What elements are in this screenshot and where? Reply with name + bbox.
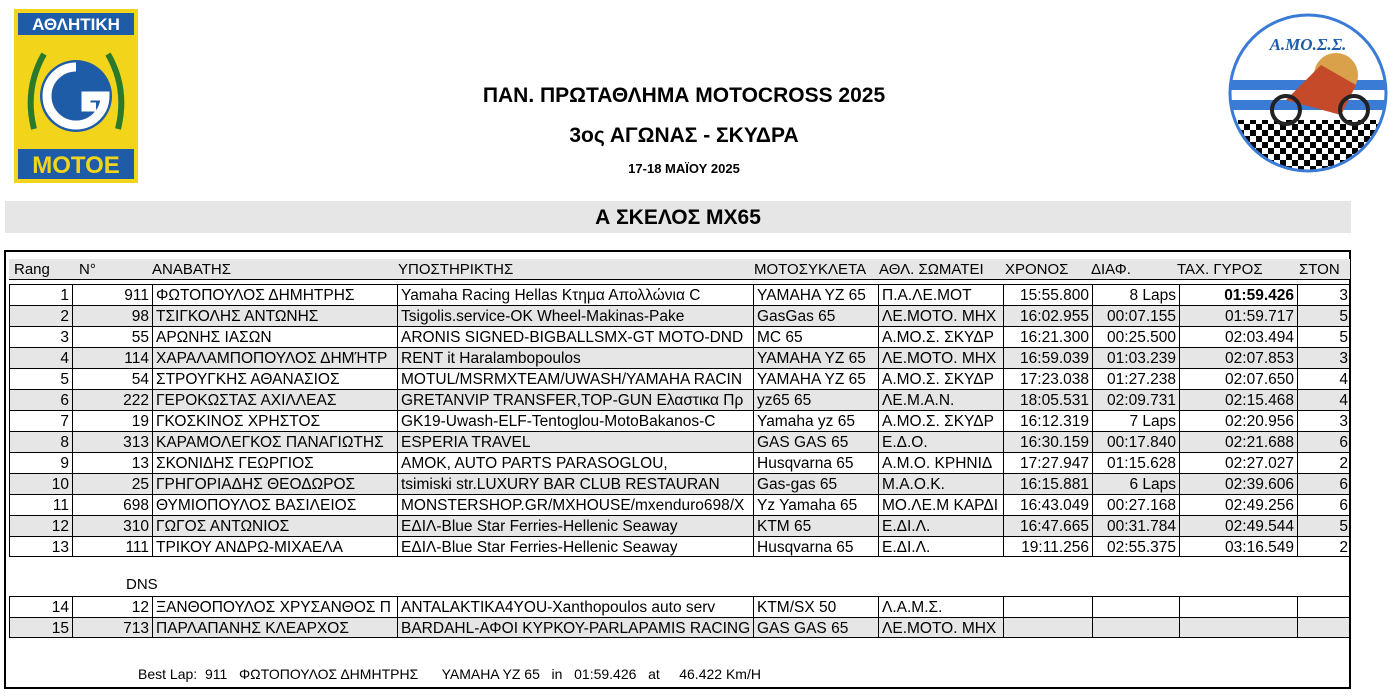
cell-laps: 6: [1297, 432, 1351, 452]
table-row: [9, 347, 1350, 368]
cell-best-lap: 03:16.549: [1179, 537, 1297, 557]
cell-time: 16:30.159: [1003, 432, 1092, 452]
cell-rider: ΤΣΙΓΚΟΛΗΣ ΑΝΤΩΝΗΣ: [152, 306, 397, 326]
cell-number: 698: [72, 495, 152, 515]
cell-club: Ε.ΔΙ.Λ.: [878, 516, 1003, 536]
cell-bike: Yz Yamaha 65: [753, 495, 878, 515]
results-table: [4, 250, 1351, 689]
cell-rider: ΦΩΤΟΠΟΥΛΟΣ ΔΗΜΗΤΡΗΣ: [152, 285, 397, 305]
cell-sponsor: BARDAHL-ΑΦΟΙ ΚΥΡΚΟΥ-PARLAPAMIS RACING: [397, 618, 753, 638]
cell-club: Π.Α.ΛΕ.ΜΟΤ: [878, 285, 1003, 305]
logo-top-text: ΑΘΛΗΤΙΚΗ: [32, 15, 120, 34]
cell-sponsor: MONSTERSHOP.GR/MXHOUSE/mxenduro698/X: [397, 495, 753, 515]
cell-club: ΛΕ.ΜΟΤΟ. ΜΗΧ: [878, 306, 1003, 326]
cell-bike: KTM 65: [753, 516, 878, 536]
cell-bike: KTM/SX 50: [753, 597, 878, 617]
cell-best-lap: 02:39.606: [1179, 474, 1297, 494]
cell-diff: 01:15.628: [1092, 453, 1179, 473]
cell-best-lap: [1179, 618, 1297, 638]
table-row: [9, 473, 1350, 494]
cell-time: 19:11.256: [1003, 537, 1092, 557]
col-diff: ΔΙΑΦ.: [1091, 261, 1131, 278]
cell-club: ΛΕ.ΜΟΤΟ. ΜΗΧ: [878, 348, 1003, 368]
cell-rank: 7: [60, 413, 69, 430]
event-subtitle: 3ος ΑΓΩΝΑΣ - ΣΚΥΔΡΑ: [569, 124, 799, 147]
cell-laps: 6: [1297, 474, 1351, 494]
cell-bike: GasGas 65: [753, 306, 878, 326]
best-lap-at: at: [648, 666, 660, 682]
cell-rider: ΑΡΩΝΗΣ ΙΑΣΩΝ: [152, 327, 397, 347]
cell-number: 911: [72, 285, 152, 305]
cell-club: Ε.Δ.Ο.: [878, 432, 1003, 452]
cell-time: 17:23.038: [1003, 369, 1092, 389]
table-row: [9, 305, 1350, 326]
cell-club: ΛΕ.ΜΟΤΟ. ΜΗΧ: [878, 618, 1003, 638]
cell-diff: 8 Laps: [1092, 285, 1179, 305]
event-date: 17-18 ΜΑΪΟΥ 2025: [628, 161, 740, 176]
cell-laps: [1297, 597, 1351, 617]
table-header: [9, 259, 1350, 280]
best-lap-label: Best Lap:: [138, 666, 198, 682]
results-rows: [9, 284, 1350, 557]
cell-time: [1003, 597, 1092, 617]
cell-laps: 5: [1297, 306, 1351, 326]
cell-rank: 14: [51, 599, 69, 616]
cell-sponsor: GRETANVIP TRANSFER,TOP-GUN Ελαστικα Πρ: [397, 390, 753, 410]
cell-diff: 02:09.731: [1092, 390, 1179, 410]
logo-bottom-text: ΜΟΤΟΕ: [32, 152, 120, 179]
cell-number: 114: [72, 348, 152, 368]
cell-time: 16:02.955: [1003, 306, 1092, 326]
table-row: [9, 452, 1350, 473]
cell-time: 16:15.881: [1003, 474, 1092, 494]
col-rank: Rang: [14, 261, 50, 278]
cell-laps: 2: [1297, 453, 1351, 473]
table-row: [9, 389, 1350, 410]
cell-rank: 13: [51, 539, 69, 556]
cell-rank: 6: [60, 392, 69, 409]
col-best-lap: ΤΑΧ. ΓΥΡΟΣ: [1177, 261, 1263, 278]
cell-rider: ΓΚΟΣΚΙΝΟΣ ΧΡΗΣΤΟΣ: [152, 411, 397, 431]
cell-best-lap: 02:27.027: [1179, 453, 1297, 473]
cell-best-lap: 02:20.956: [1179, 411, 1297, 431]
cell-club: Α.ΜΟ.Σ. ΣΚΥΔΡ: [878, 411, 1003, 431]
best-lap-number: 911: [204, 666, 228, 682]
cell-diff: 01:03.239: [1092, 348, 1179, 368]
cell-number: 13: [72, 453, 152, 473]
cell-number: 713: [72, 618, 152, 638]
cell-rank: 10: [51, 476, 69, 493]
cell-club: ΜΟ.ΛΕ.Μ ΚΑΡΔΙ: [878, 495, 1003, 515]
table-row: [9, 617, 1350, 638]
cell-rider: ΣΤΡΟΥΓΚΗΣ ΑΘΑΝΑΣΙΟΣ: [152, 369, 397, 389]
cell-best-lap: 02:03.494: [1179, 327, 1297, 347]
col-time: ΧΡΟΝΟΣ: [1005, 261, 1069, 278]
cell-number: 222: [72, 390, 152, 410]
cell-laps: 5: [1297, 516, 1351, 536]
cell-laps: 4: [1297, 390, 1351, 410]
section-title: Α ΣΚΕΛΟΣ MX65: [5, 201, 1351, 233]
cell-rider: ΣΚΟΝΙΔΗΣ ΓΕΩΡΓΙΟΣ: [152, 453, 397, 473]
dns-rows: [9, 596, 1350, 638]
cell-time: 16:59.039: [1003, 348, 1092, 368]
col-laps: ΣΤΟΝ: [1299, 261, 1340, 278]
table-row: [9, 431, 1350, 452]
dns-label: DNS: [126, 576, 158, 593]
cell-best-lap: 02:15.468: [1179, 390, 1297, 410]
cell-rider: ΠΑΡΛΑΠΑΝΗΣ ΚΛΕΑΡΧΟΣ: [152, 618, 397, 638]
cell-sponsor: Tsigolis.service-OK Wheel-Makinas-Pake: [397, 306, 753, 326]
cell-laps: 6: [1297, 495, 1351, 515]
cell-club: Λ.Α.Μ.Σ.: [878, 597, 1003, 617]
cell-time: 16:43.049: [1003, 495, 1092, 515]
table-row: [9, 536, 1350, 557]
cell-laps: 4: [1297, 369, 1351, 389]
best-lap-bike: YAMAHA YZ 65: [441, 666, 540, 682]
cell-bike: Husqvarna 65: [753, 453, 878, 473]
best-lap-time: 01:59.426: [574, 666, 637, 682]
cell-number: 54: [72, 369, 152, 389]
cell-best-lap: 02:49.256: [1179, 495, 1297, 515]
cell-sponsor: ΕΔΙΛ-Blue Star Ferries-Hellenic Seaway: [397, 516, 753, 536]
cell-club: Α.Μ.Ο. ΚΡΗΝΙΔ: [878, 453, 1003, 473]
cell-rider: ΘΥΜΙΟΠΟΥΛΟΣ ΒΑΣΙΛΕΙΟΣ: [152, 495, 397, 515]
cell-sponsor: ESPERIA TRAVEL: [397, 432, 753, 452]
cell-time: 16:47.665: [1003, 516, 1092, 536]
col-bike: ΜΟΤΟΣΥΚΛΕΤΑ: [754, 261, 867, 278]
cell-diff: [1092, 618, 1179, 638]
cell-number: 19: [72, 411, 152, 431]
cell-rider: ΞΑΝΘΟΠΟΥΛΟΣ ΧΡΥΣΑΝΘΟΣ Π: [152, 597, 397, 617]
cell-diff: 00:25.500: [1092, 327, 1179, 347]
cell-rank: 2: [60, 308, 69, 325]
cell-rank: 11: [52, 497, 69, 514]
cell-diff: 01:27.238: [1092, 369, 1179, 389]
best-lap-in: in: [551, 666, 563, 682]
cell-sponsor: tsimiski str.LUXURY BAR CLUB RESTAURAN: [397, 474, 753, 494]
cell-number: 98: [72, 306, 152, 326]
cell-club: ΛΕ.Μ.Α.Ν.: [878, 390, 1003, 410]
table-row: [9, 410, 1350, 431]
cell-rider: ΓΕΡΟΚΩΣΤΑΣ ΑΧΙΛΛΕΑΣ: [152, 390, 397, 410]
table-row: [9, 368, 1350, 389]
cell-laps: 3: [1297, 411, 1351, 431]
col-rider: ΑΝΑΒΑΤΗΣ: [152, 261, 232, 278]
cell-bike: GAS GAS 65: [753, 432, 878, 452]
club-logo-text: Α.ΜΟ.Σ.Σ.: [1269, 35, 1347, 54]
cell-time: 16:21.300: [1003, 327, 1092, 347]
cell-rank: 5: [60, 371, 69, 388]
cell-rank: 12: [51, 518, 69, 535]
cell-rider: ΓΡΗΓΟΡΙΑΔΗΣ ΘΕΟΔΩΡΟΣ: [152, 474, 397, 494]
cell-sponsor: MOTUL/MSRMXTEAM/UWASH/YAMAHA RACIN: [397, 369, 753, 389]
cell-number: 25: [72, 474, 152, 494]
cell-rank: 4: [60, 350, 69, 367]
cell-bike: Husqvarna 65: [753, 537, 878, 557]
cell-number: 55: [72, 327, 152, 347]
cell-diff: 00:27.168: [1092, 495, 1179, 515]
cell-bike: YAMAHA YZ 65: [753, 369, 878, 389]
best-lap-rider: ΦΩΤΟΠΟΥΛΟΣ ΔΗΜΗΤΡΗΣ: [238, 666, 419, 682]
table-row: [9, 284, 1350, 305]
cell-rank: 9: [60, 455, 69, 472]
cell-diff: 7 Laps: [1092, 411, 1179, 431]
cell-best-lap: 01:59.717: [1179, 306, 1297, 326]
cell-diff: 00:31.784: [1092, 516, 1179, 536]
cell-rank: 1: [60, 287, 69, 304]
cell-diff: 00:17.840: [1092, 432, 1179, 452]
cell-club: Α.ΜΟ.Σ. ΣΚΥΔΡ: [878, 369, 1003, 389]
cell-sponsor: ΕΔΙΛ-Blue Star Ferries-Hellenic Seaway: [397, 537, 753, 557]
cell-number: 313: [72, 432, 152, 452]
cell-laps: [1297, 618, 1351, 638]
col-club: ΑΘΛ. ΣΩΜΑΤΕΙ: [879, 261, 984, 278]
cell-time: 18:05.531: [1003, 390, 1092, 410]
cell-rider: ΧΑΡΑΛΑΜΠΟΠΟΥΛΟΣ ΔΗΜΉΤΡ: [152, 348, 397, 368]
cell-laps: 5: [1297, 327, 1351, 347]
table-row: [9, 515, 1350, 536]
cell-bike: Gas-gas 65: [753, 474, 878, 494]
cell-best-lap: 02:07.853: [1179, 348, 1297, 368]
cell-time: [1003, 618, 1092, 638]
cell-rank: 15: [51, 620, 69, 637]
cell-number: 111: [72, 537, 152, 557]
cell-time: 17:27.947: [1003, 453, 1092, 473]
cell-diff: 6 Laps: [1092, 474, 1179, 494]
cell-best-lap: 02:21.688: [1179, 432, 1297, 452]
cell-club: Ε.ΔΙ.Λ.: [878, 537, 1003, 557]
cell-bike: GAS GAS 65: [753, 618, 878, 638]
cell-time: 15:55.800: [1003, 285, 1092, 305]
cell-number: 12: [72, 597, 152, 617]
best-lap-summary: [138, 666, 761, 682]
cell-bike: YAMAHA YZ 65: [753, 348, 878, 368]
cell-best-lap: [1179, 597, 1297, 617]
cell-rider: ΚΑΡΑΜΟΛΕΓΚΟΣ ΠΑΝΑΓΙΩΤΗΣ: [152, 432, 397, 452]
col-number: N°: [79, 261, 96, 278]
cell-sponsor: GK19-Uwash-ELF-Tentoglou-MotoBakanos-C: [397, 411, 753, 431]
cell-best-lap: 01:59.426: [1179, 285, 1297, 305]
cell-laps: 3: [1297, 348, 1351, 368]
page-title: ΠΑΝ. ΠΡΩΤΑΘΛΗΜΑ MOTOCROSS 2025: [482, 84, 886, 107]
cell-best-lap: 02:49.544: [1179, 516, 1297, 536]
cell-rider: ΤΡΙΚΟΥ ΑΝΔΡΩ-ΜΙΧΑΕΛΑ: [152, 537, 397, 557]
table-row: [9, 596, 1350, 617]
cell-club: Μ.Α.Ο.Κ.: [878, 474, 1003, 494]
cell-diff: [1092, 597, 1179, 617]
cell-bike: YAMAHA YZ 65: [753, 285, 878, 305]
cell-sponsor: ANTALAKTIKA4YOU-Xanthopoulos auto serv: [397, 597, 753, 617]
col-sponsor: ΥΠΟΣΤΗΡΙΚΤΗΣ: [398, 261, 514, 278]
cell-bike: yz65 65: [753, 390, 878, 410]
cell-rider: ΓΩΓΟΣ ΑΝΤΩΝΙΟΣ: [152, 516, 397, 536]
cell-laps: 3: [1297, 285, 1351, 305]
cell-diff: 00:07.155: [1092, 306, 1179, 326]
table-row: [9, 494, 1350, 515]
table-row: [9, 326, 1350, 347]
cell-time: 16:12.319: [1003, 411, 1092, 431]
cell-club: Α.ΜΟ.Σ. ΣΚΥΔΡ: [878, 327, 1003, 347]
cell-laps: 2: [1297, 537, 1351, 557]
cell-bike: Yamaha yz 65: [753, 411, 878, 431]
cell-rank: 3: [60, 329, 69, 346]
cell-diff: 02:55.375: [1092, 537, 1179, 557]
cell-rank: 8: [60, 434, 69, 451]
cell-number: 310: [72, 516, 152, 536]
cell-sponsor: RENT it Haralambopoulos: [397, 348, 753, 368]
cell-sponsor: AMOK, AUTO PARTS PARASOGLOU,: [397, 453, 753, 473]
cell-bike: MC 65: [753, 327, 878, 347]
cell-best-lap: 02:07.650: [1179, 369, 1297, 389]
cell-sponsor: ARONIS SIGNED-BIGBALLSMX-GT MOTO-DND: [397, 327, 753, 347]
best-lap-speed: 46.422 Km/H: [679, 666, 761, 682]
cell-sponsor: Yamaha Racing Hellas Κτημα Απολλώνια C: [397, 285, 753, 305]
